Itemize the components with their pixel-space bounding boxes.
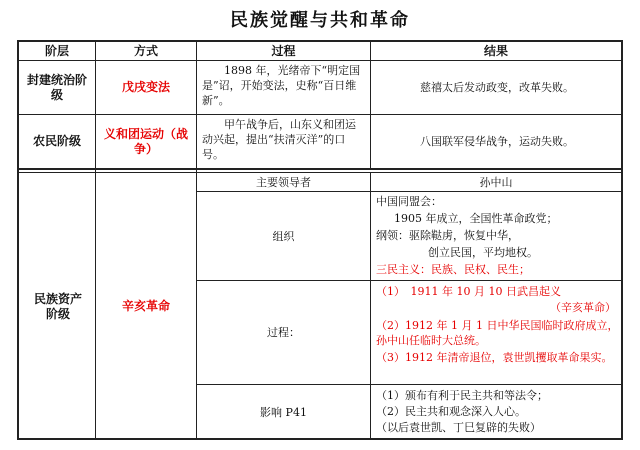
rule bbox=[95, 40, 96, 440]
header-result: 结果 bbox=[483, 43, 508, 58]
impact-item: （2）民主共和观念深入人心。 bbox=[376, 405, 526, 418]
row2-result: 八国联军侵华战争，运动失败。 bbox=[420, 135, 574, 148]
org-label: 组织 bbox=[272, 229, 295, 243]
leader-label: 主要领导者 bbox=[256, 175, 311, 189]
process-item: （3）1912 年清帝退位，袁世凯攫取革命果实。 bbox=[376, 351, 613, 364]
rule bbox=[370, 173, 371, 440]
impact-item: （1）颁布有利于民主共和等法令； bbox=[376, 389, 548, 402]
org-line: 纲领：驱除鞑虏，恢复中华， bbox=[376, 229, 519, 242]
row2-class: 农民阶级 bbox=[32, 134, 81, 148]
row1-result: 慈禧太后发动政变，改革失败。 bbox=[420, 81, 574, 94]
header-process: 过程 bbox=[271, 43, 296, 58]
org-three-principles: 三民主义：民族、民权、民生； bbox=[376, 263, 530, 276]
process-item: （辛亥革命） bbox=[550, 301, 616, 314]
org-line: 创立民国，平均地权。 bbox=[428, 246, 538, 259]
process-item: （1） 1911 年 10 月 10 日武昌起义 bbox=[376, 285, 561, 298]
org-line: 1905 年成立，全国性革命政党； bbox=[394, 212, 558, 225]
row3-class: 民族资产阶级 bbox=[33, 291, 82, 321]
process-item: （2）1912 年 1 月 1 日中华民国临时政府成立，孙中山任临时大总统。 bbox=[376, 319, 619, 347]
row3-method: 辛亥革命 bbox=[121, 299, 170, 313]
header-method: 方式 bbox=[133, 43, 158, 58]
row1-process: 1898 年，光绪帝下“明定国是”诏，开始变法，史称“百日维新”。 bbox=[202, 64, 361, 107]
row1-class: 封建统治阶级 bbox=[26, 72, 87, 102]
impact-item: （以后袁世凯、丁巳复辟的失败） bbox=[376, 421, 541, 434]
org-line: 中国同盟会： bbox=[376, 195, 442, 208]
row2-process: 甲午战争后，山东义和团运动兴起，提出“扶清灭洋”的口号。 bbox=[202, 118, 356, 161]
rule bbox=[17, 168, 623, 170]
page-title: 民族觉醒与共和革命 bbox=[230, 10, 410, 31]
leader-name: 孙中山 bbox=[479, 175, 513, 189]
process-label: 过程： bbox=[267, 326, 300, 339]
row1-method: 戊戌变法 bbox=[121, 80, 170, 94]
row2-method: 义和团运动（战争） bbox=[103, 126, 188, 156]
impact-label: 影响 P41 bbox=[260, 406, 307, 419]
header-class: 阶层 bbox=[44, 43, 69, 58]
